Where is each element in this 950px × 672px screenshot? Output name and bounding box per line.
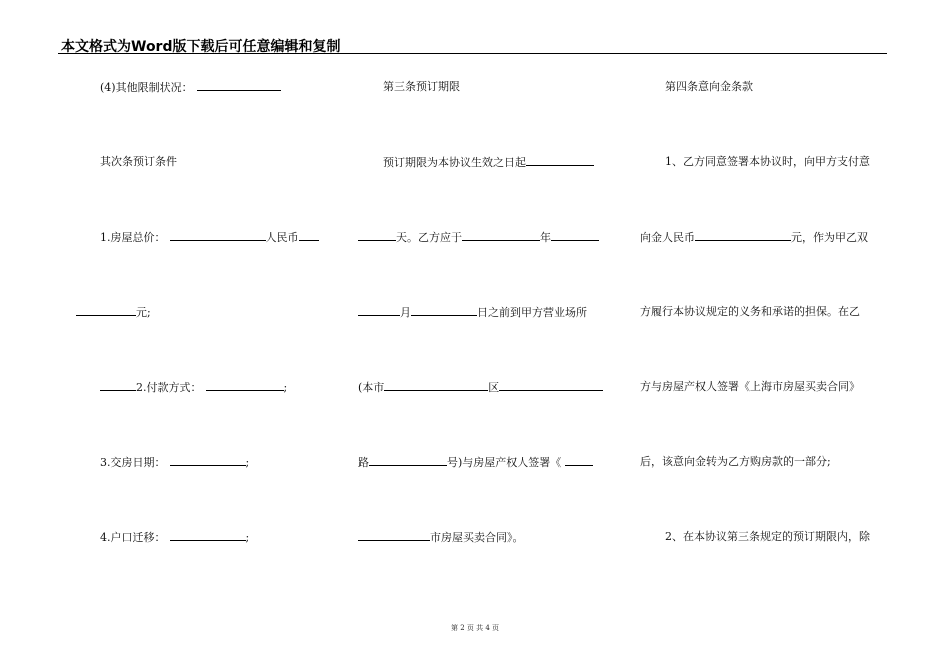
middle-line-4-month: 月 <box>400 306 411 319</box>
left-line-4 <box>76 305 151 320</box>
right-line-5 <box>640 380 860 394</box>
left-line-6-end: ; <box>245 456 250 469</box>
blank-field <box>358 230 396 241</box>
left-line-5-label: 2.付款方式： <box>136 381 202 394</box>
left-line-7 <box>100 530 249 545</box>
right-line-3-text: 元，作为甲乙双 <box>791 231 868 244</box>
blank-field <box>206 380 284 391</box>
left-line-1 <box>100 80 281 95</box>
middle-line-1 <box>383 80 460 94</box>
middle-line-5-district: 区 <box>488 381 500 394</box>
blank-field <box>462 230 540 241</box>
document-header-title: 本文格式为Word版下载后可任意编辑和复制 <box>61 39 341 55</box>
right-line-7 <box>665 530 870 544</box>
blank-field <box>170 530 246 541</box>
section-heading: 第四条意向金条款 <box>665 80 753 93</box>
left-line-3-label: 1.房屋总价： <box>100 231 166 244</box>
middle-line-2 <box>383 155 594 170</box>
left-line-6-label: 3.交房日期： <box>100 456 166 469</box>
right-line-1 <box>665 80 753 94</box>
right-line-3-label: 向金人民币 <box>640 231 695 244</box>
blank-field <box>299 230 319 241</box>
left-line-6 <box>100 455 249 470</box>
right-line-2 <box>665 155 870 169</box>
middle-line-5-city: (本市 <box>358 381 385 394</box>
blank-field <box>369 455 447 466</box>
middle-line-4 <box>358 305 587 320</box>
blank-field <box>100 380 136 391</box>
blank-field <box>695 230 791 241</box>
middle-line-6-road: 路 <box>358 456 369 469</box>
blank-field <box>197 80 281 91</box>
right-line-4 <box>640 305 860 319</box>
middle-line-7 <box>358 530 524 545</box>
middle-line-4-text: 日之前到甲方营业场所 <box>477 306 587 319</box>
section-heading: 第三条预订期限 <box>383 80 460 93</box>
middle-line-3-year: 年 <box>540 231 551 244</box>
page-number: 第 2 页 共 4 页 <box>450 624 500 632</box>
blank-field <box>499 380 603 391</box>
right-line-3 <box>640 230 868 245</box>
middle-line-3-text: 天。乙方应于 <box>396 231 462 244</box>
section-heading: 其次条预订条件 <box>100 155 177 168</box>
right-line-6 <box>640 455 831 469</box>
middle-line-3 <box>358 230 599 245</box>
right-line-2-text: 1、乙方同意签署本协议时，向甲方支付意 <box>665 155 870 168</box>
left-line-7-end: ; <box>245 531 250 544</box>
middle-line-5 <box>358 380 603 395</box>
blank-field <box>170 455 246 466</box>
blank-field <box>565 455 593 466</box>
blank-field <box>551 230 599 241</box>
right-line-7-text: 2、在本协议第三条规定的预订期限内，除 <box>665 530 870 543</box>
left-line-5 <box>100 380 287 395</box>
left-line-3-currency: 人民币 <box>265 231 299 244</box>
left-line-3 <box>100 230 319 245</box>
blank-field <box>411 305 477 316</box>
left-line-5-end: ; <box>283 381 288 394</box>
left-line-7-label: 4.户口迁移： <box>100 531 166 544</box>
right-line-6-text: 后，该意向金转为乙方购房款的一部分; <box>640 455 831 468</box>
blank-field <box>358 305 400 316</box>
middle-line-7-text: 市房屋买卖合同》。 <box>430 531 524 544</box>
blank-field <box>384 380 488 391</box>
left-line-2 <box>100 155 177 169</box>
header-divider <box>58 53 887 54</box>
middle-line-2-text: 预订期限为本协议生效之日起 <box>383 156 526 169</box>
right-line-5-text: 方与房屋产权人签署《上海市房屋买卖合同》 <box>640 380 860 393</box>
blank-field <box>76 305 136 316</box>
middle-line-6 <box>358 455 593 470</box>
blank-field <box>358 530 430 541</box>
left-line-1-label: (4)其他限制状况： <box>100 81 193 94</box>
blank-field <box>170 230 266 241</box>
middle-line-6-text: 号)与房屋产权人签署《 <box>447 456 562 469</box>
blank-field <box>526 155 594 166</box>
right-line-4-text: 方履行本协议规定的义务和承诺的担保。在乙 <box>640 305 860 318</box>
left-line-4-unit: 元; <box>136 306 151 319</box>
